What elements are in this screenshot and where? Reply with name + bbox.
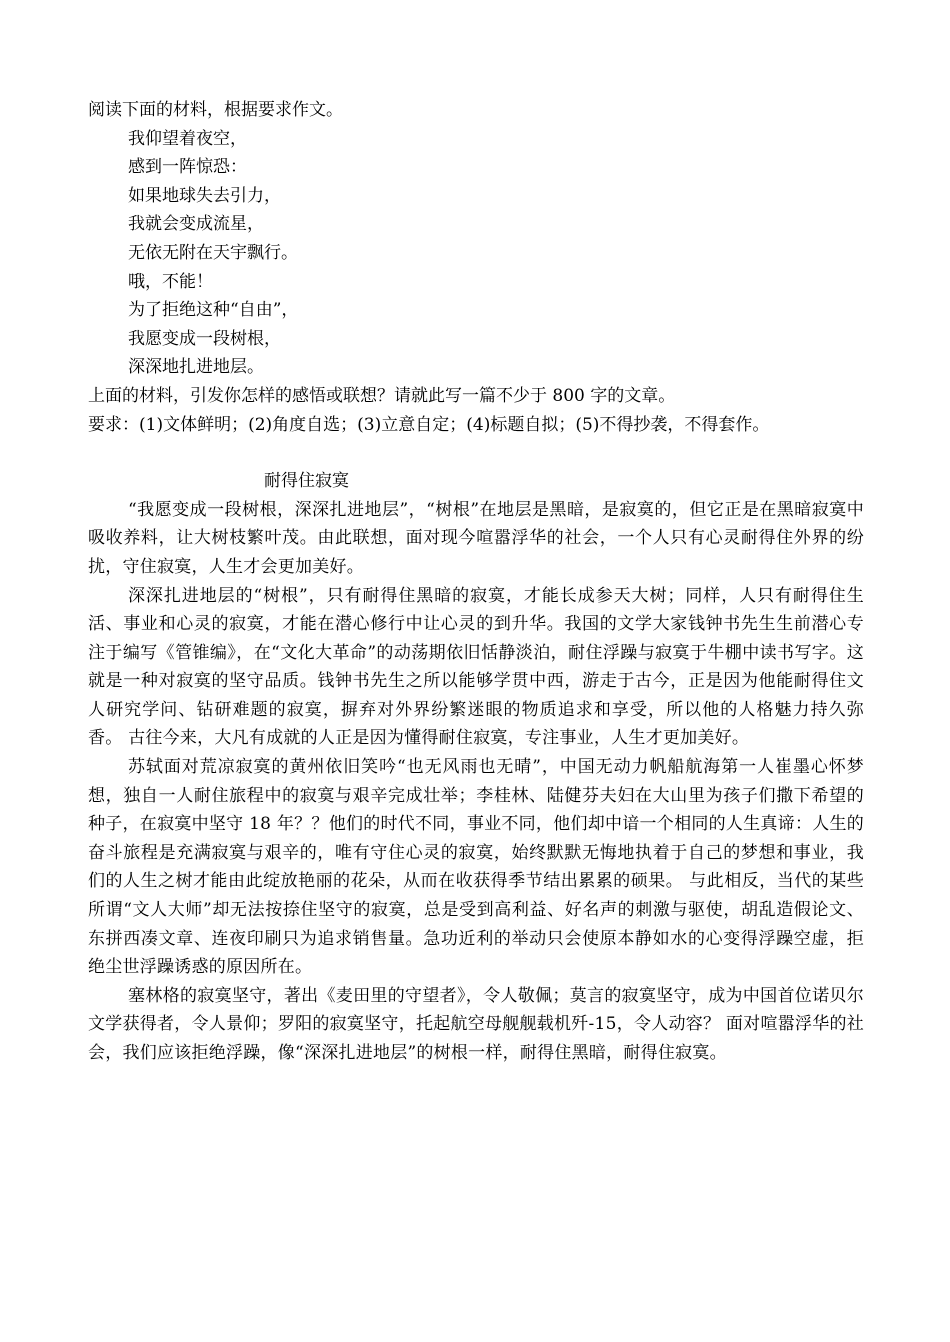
poem-line: 我就会变成流星， xyxy=(128,214,264,235)
essay-title: 耐得住寂寞 xyxy=(264,471,349,492)
poem-line: 无依无附在天宇飘行。 xyxy=(128,242,298,263)
document-page xyxy=(88,96,864,1068)
essay-paragraph: 苏轼面对荒凉寂寞的黄州依旧笑吟“也无风雨也无晴”，中国无动力帆船航海第一人崔墨心怀梦想，独自一人耐住旅程中的寂寞与艰辛完成壮举；李桂林、陆健芬夫妇在大山里为孩子们撒下希望的种子，在寂寞中坚守 18 年？？他们的时代不同，事业不同，他们却中谙一个相同的人生真谛：人生的奋斗旅程是充满寂寞与艰辛的，唯有守住心灵的寂寞，始终默默无悔地执着于自己的梦想和事业，我们的人生之树才能由此绽放艳丽的花朵，从而在收获得季节结出累累的硕果。 与此相反，当代的某些所谓“文人大师”却无法按捺住坚守的寂寞，总是受到高利益、好名声的刺激与驱使，胡乱造假论文、东拼西凑文章、连夜印刷只为追求销售量。急功近利的举动只会使原本静如水的心变得浮躁空虚，拒绝尘世浮躁诱惑的原因所在。 xyxy=(88,757,864,978)
poem-line: 哦，不能！ xyxy=(128,271,213,292)
poem-line: 如果地球失去引力， xyxy=(128,185,281,206)
poem-line: 我仰望着夜空， xyxy=(128,128,247,149)
prompt-question: 上面的材料，引发你怎样的感悟或联想？请就此写一篇不少于 800 字的文章。 xyxy=(88,385,676,406)
poem-line: 深深地扎进地层。 xyxy=(128,357,264,378)
essay-paragraph: 深深扎进地层的“树根”，只有耐得住黑暗的寂寞，才能长成参天大树；同样，人只有耐得住生活、事业和心灵的寂寞，才能在潜心修行中让心灵的到升华。我国的文学大家钱钟书先生生前潜心专注于编写《管锥编》，在“文化大革命”的动荡期依旧恬静淡泊，耐住浮躁与寂寞于牛棚中读书写字。这就是一种对寂寞的坚守品质。钱钟书先生之所以能够学贯中西，游走于古今，正是因为他能耐得住文人研究学问、钻研难题的寂寞，摒弃对外界纷繁迷眼的物质追求和享受，所以他的人格魅力持久弥香。 古往今来，大凡有成就的人正是因为懂得耐住寂寞，专注事业，人生才更加美好。 xyxy=(88,585,864,749)
poem-line: 感到一阵惊恐： xyxy=(128,157,247,178)
essay-paragraph: “我愿变成一段树根，深深扎进地层”，“树根”在地层是黑暗，是寂寞的，但它正是在黑暗寂寞中吸收养料，让大树枝繁叶茂。由此联想，面对现今喧嚣浮华的社会，一个人只有心灵耐得住外界的纷扰，守住寂寞，人生才会更加美好。 xyxy=(88,499,864,577)
poem xyxy=(88,125,864,382)
essay-paragraph: 塞林格的寂寞坚守，著出《麦田里的守望者》，令人敬佩；莫言的寂寞坚守，成为中国首位诺贝尔文学获得者，令人景仰；罗阳的寂寞坚守，托起航空母舰舰载机歼-15，令人动容？ 面对喧嚣浮华的社会，我们应该拒绝浮躁，像“深深扎进地层”的树根一样，耐得住黑暗，耐得住寂寞。 xyxy=(88,985,864,1063)
poem-line: 为了拒绝这种“自由”， xyxy=(128,300,299,321)
prompt-requirements: 要求：(1)文体鲜明；(2)角度自选；(3)立意自定；(4)标题自拟；(5)不得抄袭，不得套作。 xyxy=(88,414,770,435)
poem-line: 我愿变成一段树根， xyxy=(128,328,281,349)
blank-line xyxy=(88,439,864,467)
prompt-intro: 阅读下面的材料，根据要求作文。 xyxy=(88,100,343,120)
